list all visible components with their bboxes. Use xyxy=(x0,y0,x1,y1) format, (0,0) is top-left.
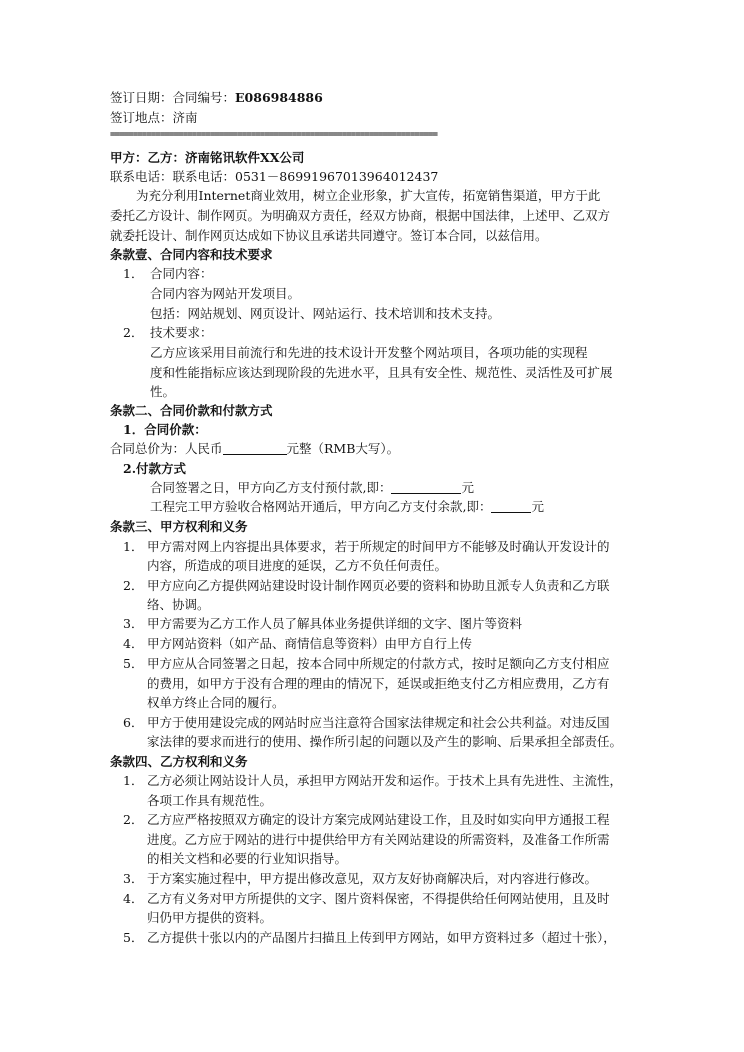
clause3-item-line: 络、协调。 xyxy=(147,597,210,612)
total-suffix: 元整（RMB大写）。 xyxy=(286,441,400,456)
clause3-item-line: 甲方需对网上内容提出具体要求，若于所规定的时间甲方不能够及时确认开发设计的 xyxy=(147,539,610,554)
clause4-item-line: 进度。乙方应于网站的进行中提供给甲方有关网站建设的所需资料，及准备工作所需 xyxy=(147,832,610,847)
clause4-title: 条款四、乙方权利和义务 xyxy=(110,754,248,769)
clause1-item2-number: 2． xyxy=(123,325,144,340)
clause3-item-number: 6． xyxy=(123,715,144,730)
total-amount-blank[interactable] xyxy=(223,442,287,455)
prepayment-line xyxy=(150,480,474,496)
sign-place: 签订地点：济南 xyxy=(110,110,198,125)
contract-total-line xyxy=(110,441,399,457)
clause3-item-number: 5． xyxy=(123,656,144,671)
clause3-item-line: 甲方网站资料（如产品、商情信息等资料）由甲方自行上传 xyxy=(147,636,473,651)
clause1-item1-line: 合同内容为网站开发项目。 xyxy=(150,286,301,301)
clause2-title: 条款二、合同价款和付款方式 xyxy=(110,403,273,418)
clause3-item-line: 甲方应向乙方提供网站建设时设计制作网页必要的资料和协助且派专人负责和乙方联 xyxy=(147,578,610,593)
clause4-item-number: 1． xyxy=(123,773,144,788)
clause1-item2-line: 性。 xyxy=(150,384,176,399)
clause2-sub1: 1．合同价款： xyxy=(123,422,207,437)
clause4-item-line: 乙方应严格按照双方确定的设计方案完成网站建设工作，且及时如实向甲方通报工程 xyxy=(147,812,610,827)
parties-title: 甲方：乙方：济南铭讯软件XX公司 xyxy=(110,150,305,165)
clause1-item1-number: 1． xyxy=(123,266,144,281)
intro-line: 委托乙方设计、制作网页。为明确双方责任，经双方协商，根据中国法律，上述甲、乙双方 xyxy=(110,208,611,223)
clause3-item-line: 甲方于使用建设完成的网站时应当注意符合国家法律规定和社会公共利益。对违反国 xyxy=(147,715,610,730)
sign-date-label: 签订日期：合同编号： xyxy=(110,90,236,105)
clause4-item-line: 乙方有义务对甲方所提供的文字、图片资料保密，不得提供给任何网站使用，且及时 xyxy=(147,891,610,906)
contract-number: E086984886 xyxy=(235,90,323,105)
clause3-title: 条款三、甲方权利和义务 xyxy=(110,519,248,534)
clause3-item-line: 的费用，如甲方于没有合理的理由的情况下，延误或拒绝支付乙方相应费用，乙方有 xyxy=(147,676,610,691)
clause1-item2-line: 度和性能指标应该达到现阶段的先进水平，且具有安全性、规范性、灵活性及可扩展 xyxy=(150,365,613,380)
clause3-item-line: 甲方需要为乙方工作人员了解具体业务提供详细的文字、图片等资料 xyxy=(147,616,523,631)
clause4-item-number: 3． xyxy=(123,871,144,886)
prepayment-blank[interactable] xyxy=(391,481,461,494)
clause3-item-number: 4． xyxy=(123,636,144,651)
clause1-item1-label: 合同内容： xyxy=(150,266,213,281)
final-payment-suffix: 元 xyxy=(531,499,544,514)
clause4-item-line: 于方案实施过程中，甲方提出修改意见，双方友好协商解决后，对内容进行修改。 xyxy=(147,871,598,886)
clause3-item-line: 甲方应从合同签署之日起，按本合同中所规定的付款方式，按时足额向乙方支付相应 xyxy=(147,656,610,671)
clause3-item-line: 权单方终止合同的履行。 xyxy=(147,695,285,710)
separator-line: ======================================================================== xyxy=(110,130,438,140)
clause4-item-line: 各项工作具有规范性。 xyxy=(147,793,273,808)
clause4-item-line: 乙方必须让网站设计人员，承担甲方网站开发和运作。于技术上具有先进性、主流性， xyxy=(147,773,623,788)
clause4-item-line: 归仍甲方提供的资料。 xyxy=(147,910,273,925)
total-prefix: 合同总价为：人民币 xyxy=(110,441,223,456)
clause3-item-number: 1． xyxy=(123,539,144,554)
clause3-item-line: 家法律的要求而进行的使用、操作所引起的问题以及产生的影响、后果承担全部责任。 xyxy=(147,734,623,749)
intro-line: 就委托设计、制作网页达成如下协议且承诺共同遵守。签订本合同，以兹信用。 xyxy=(110,228,548,243)
clause4-item-line: 乙方提供十张以内的产品图片扫描且上传到甲方网站，如甲方资料过多（超过十张）， xyxy=(147,930,616,945)
final-payment-prefix: 工程完工甲方验收合格网站开通后，甲方向乙方支付余款,即： xyxy=(150,499,492,514)
clause1-item2-label: 技术要求： xyxy=(150,325,213,340)
final-payment-blank[interactable] xyxy=(491,500,531,513)
clause2-sub2: 2.付款方式 xyxy=(123,461,187,476)
intro-line: 为充分利用Internet商业效用，树立企业形象，扩大宣传，拓宽销售渠道，甲方于此 xyxy=(136,188,601,203)
prepayment-suffix: 元 xyxy=(461,480,474,495)
clause1-item2-line: 乙方应该采用目前流行和先进的技术设计开发整个网站项目，各项功能的实现程 xyxy=(150,345,588,360)
contact-phone: 联系电话：联系电话：0531－8699196701396401243​7 xyxy=(110,169,439,184)
final-payment-line xyxy=(150,499,544,515)
clause4-item-line: 的相关文档和必要的行业知识指导。 xyxy=(147,851,348,866)
clause1-title: 条款壹、合同内容和技术要求 xyxy=(110,247,273,262)
clause4-item-number: 5． xyxy=(123,930,144,945)
clause3-item-line: 内容，所造成的项目进度的延误，乙方不负任何责任。 xyxy=(147,558,448,573)
clause4-item-number: 2． xyxy=(123,812,144,827)
clause4-item-number: 4． xyxy=(123,891,144,906)
sign-date-line xyxy=(110,90,323,106)
clause1-item1-line: 包括：网站规划、网页设计、网站运行、技术培训和技术支持。 xyxy=(150,306,501,321)
clause3-item-number: 3． xyxy=(123,616,144,631)
clause3-item-number: 2． xyxy=(123,578,144,593)
prepayment-prefix: 合同签署之日，甲方向乙方支付预付款,即： xyxy=(150,480,392,495)
